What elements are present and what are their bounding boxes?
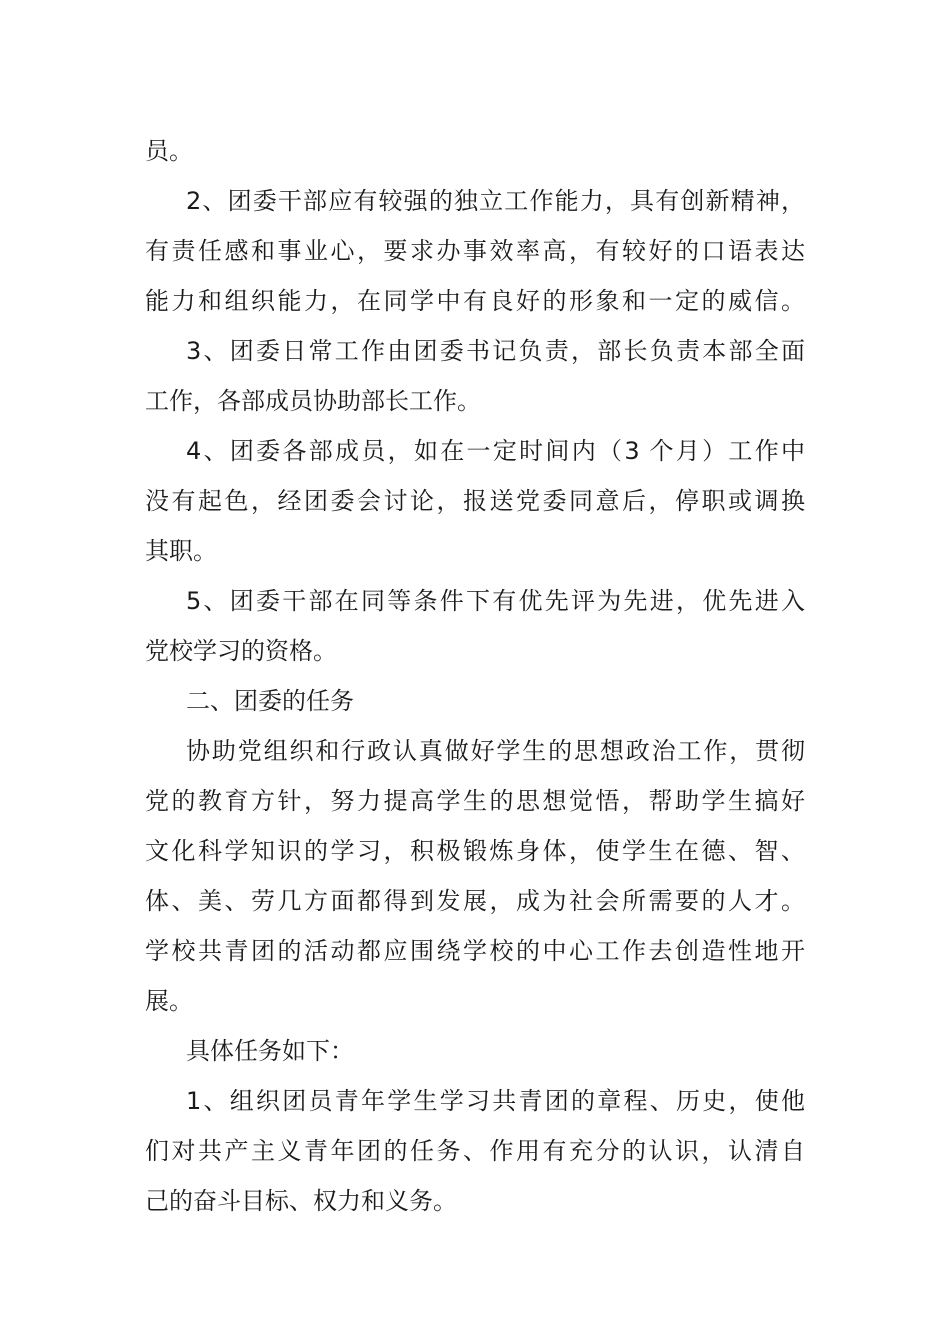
text-line: 2、团委干部应有较强的独立工作能力，具有创新精神， — [186, 187, 805, 215]
text-line: 4、团委各部成员，如在一定时间内（3 个月）工作中 — [186, 437, 805, 465]
text-line: 其职。 — [145, 537, 217, 565]
text-line: 己的奋斗目标、权力和义务。 — [145, 1187, 457, 1215]
text-line: 员。 — [145, 137, 193, 165]
text-line: 们对共产主义青年团的任务、作用有充分的认识，认清自 — [145, 1137, 805, 1165]
text-line: 学校共青团的活动都应围绕学校的中心工作去创造性地开 — [145, 937, 805, 965]
text-line: 工作，各部成员协助部长工作。 — [145, 387, 481, 415]
text-line: 党的教育方针，努力提高学生的思想觉悟，帮助学生搞好 — [145, 787, 805, 815]
text-line: 文化科学知识的学习，积极锻炼身体，使学生在德、智、 — [145, 837, 805, 865]
text-line: 党校学习的资格。 — [145, 637, 337, 665]
text-line: 5、团委干部在同等条件下有优先评为先进，优先进入 — [186, 587, 805, 615]
text-line: 没有起色，经团委会讨论，报送党委同意后，停职或调换 — [145, 487, 805, 515]
text-line: 1、组织团员青年学生学习共青团的章程、历史，使他 — [186, 1087, 805, 1115]
text-line: 有责任感和事业心，要求办事效率高，有较好的口语表达 — [145, 237, 805, 265]
text-line: 具体任务如下： — [186, 1037, 354, 1065]
text-line: 展。 — [145, 987, 193, 1015]
text-line: 3、团委日常工作由团委书记负责，部长负责本部全面 — [186, 337, 805, 365]
text-line: 体、美、劳几方面都得到发展，成为社会所需要的人才。 — [145, 887, 805, 915]
text-line: 协助党组织和行政认真做好学生的思想政治工作，贯彻 — [186, 737, 805, 765]
section-heading: 二、团委的任务 — [186, 687, 354, 715]
text-line: 能力和组织能力，在同学中有良好的形象和一定的威信。 — [145, 287, 805, 315]
